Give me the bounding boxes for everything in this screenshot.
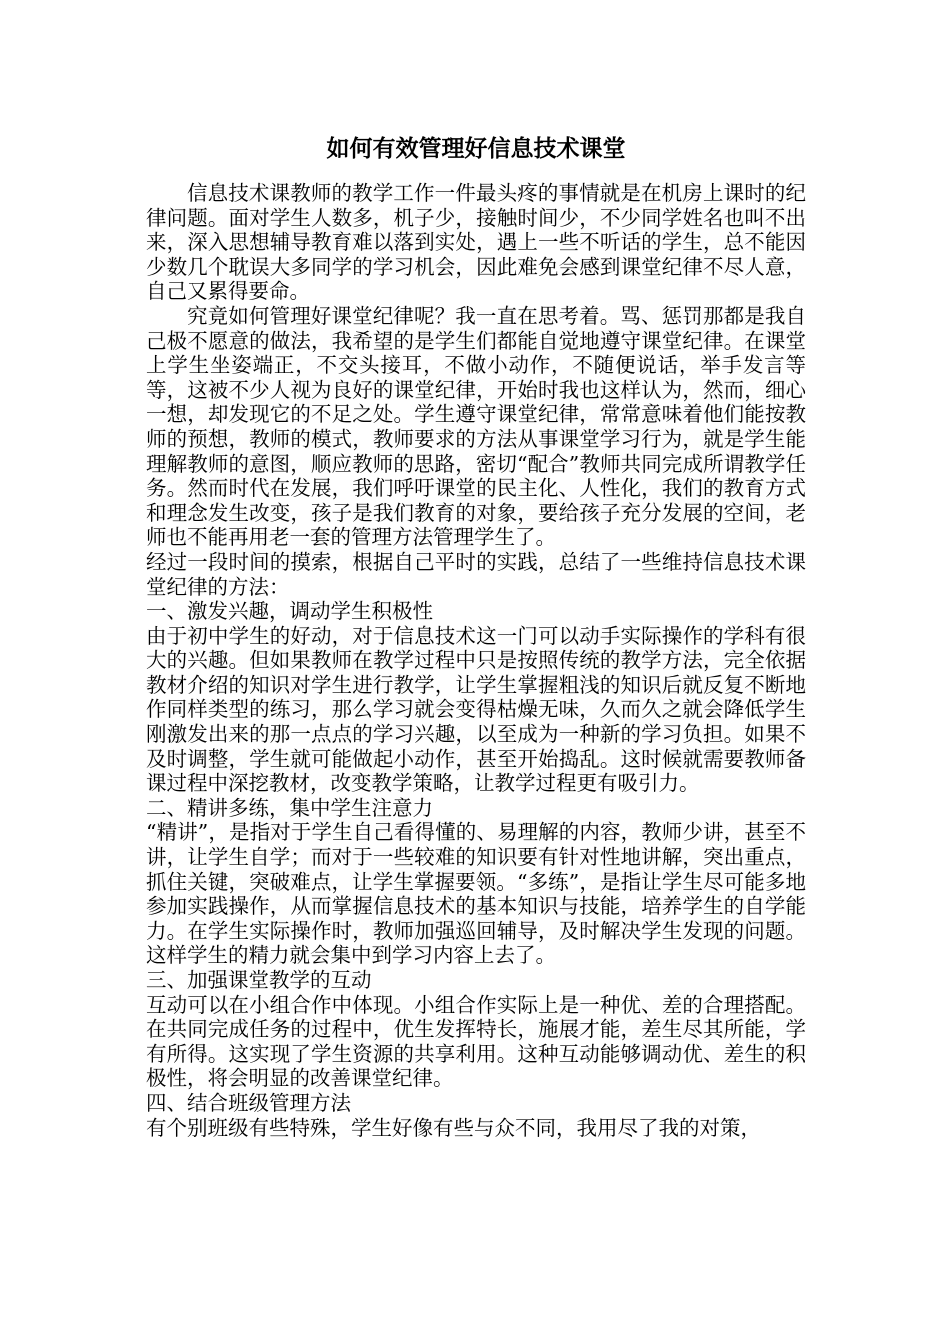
section-body-1: 由于初中学生的好动，对于信息技术这一门可以动手实际操作的学科有很大的兴趣。但如果教师在教学过程中只是按照传统的教学方法，完全依据教材介绍的知识对学生进行教学，让学生掌握粗浅的知识后就反复不断地作同样类型的练习，那么学习就会变得枯燥无味，久而久之就会降低学生刚激发出来的那一点点的学习兴趣，以至成为一种新的学习负担。如果不及时调整，学生就可能做起小动作，甚至开始捣乱。这时候就需要教师备课过程中深挖教材，改变教学策略，让教学过程更有吸引力。 [146, 623, 806, 796]
document-page [146, 128, 806, 1140]
paragraph-summary: 经过一段时间的摸索，根据自己平时的实践，总结了一些维持信息技术课堂纪律的方法： [146, 549, 806, 599]
section-heading-3: 三、加强课堂教学的互动 [146, 968, 372, 992]
document-title: 如何有效管理好信息技术课堂 [326, 136, 626, 162]
section-heading-4: 四、结合班级管理方法 [146, 1090, 351, 1115]
section-body-4: 有个别班级有些特殊，学生好像有些与众不同，我用尽了我的对策， [146, 1115, 761, 1140]
section-body-3: 互动可以在小组合作中体现。小组合作实际上是一种优、差的合理搭配。在共同完成任务的过程中，优生发挥特长，施展才能，差生尽其所能，学有所得。这实现了学生资源的共享利用。这种互动能够调动优、差生的积极性，将会明显的改善课堂纪律。 [146, 992, 806, 1091]
section-body-2: “精讲”，是指对于学生自己看得懂的、易理解的内容，教师少讲，甚至不讲，让学生自学；而对于一些较难的知识要有针对性地讲解，突出重点，抓住关键，突破难点，让学生掌握要领。“多练”，是指让学生尽可能多地参加实践操作，从而掌握信息技术的基本知识与技能，培养学生的自学能力。在学生实际操作时，教师加强巡回辅导，及时解决学生发现的问题。这样学生的精力就会集中到学习内容上去了。 [146, 820, 806, 968]
paragraph-intro: 信息技术课教师的教学工作一件最头疼的事情就是在机房上课时的纪律问题。面对学生人数多，机子少，接触时间少，不少同学姓名也叫不出来，深入思想辅导教育难以落到实处，遇上一些不听话的学生，总不能因少数几个耽误大多同学的学习机会，因此难免会感到课堂纪律不尽人意，自己又累得要命。 [146, 181, 806, 304]
section-heading-2: 二、精讲多练，集中学生注意力 [146, 795, 433, 820]
paragraph-reflection: 究竟如何管理好课堂纪律呢？我一直在思考着。骂、惩罚那都是我自己极不愿意的做法，我希望的是学生们都能自觉地遵守课堂纪律。在课堂上学生坐姿端正，不交头接耳，不做小动作，不随便说话，举手发言等等，这被不少人视为良好的课堂纪律，开始时我也这样认为，然而，细心一想，却发现它的不足之处。学生遵守课堂纪律，常常意味着他们能按教师的预想，教师的模式，教师要求的方法从事课堂学习行为，就是学生能理解教师的意图，顺应教师的思路，密切“配合”教师共同完成所谓教学任务。然而时代在发展，我们呼吁课堂的民主化、人性化，我们的教育方式和理念发生改变，孩子是我们教育的对象，要给孩子充分发展的空间，老师也不能再用老一套的管理方法管理学生了。 [146, 303, 806, 550]
section-heading-1: 一、激发兴趣，调动学生积极性 [146, 599, 433, 624]
